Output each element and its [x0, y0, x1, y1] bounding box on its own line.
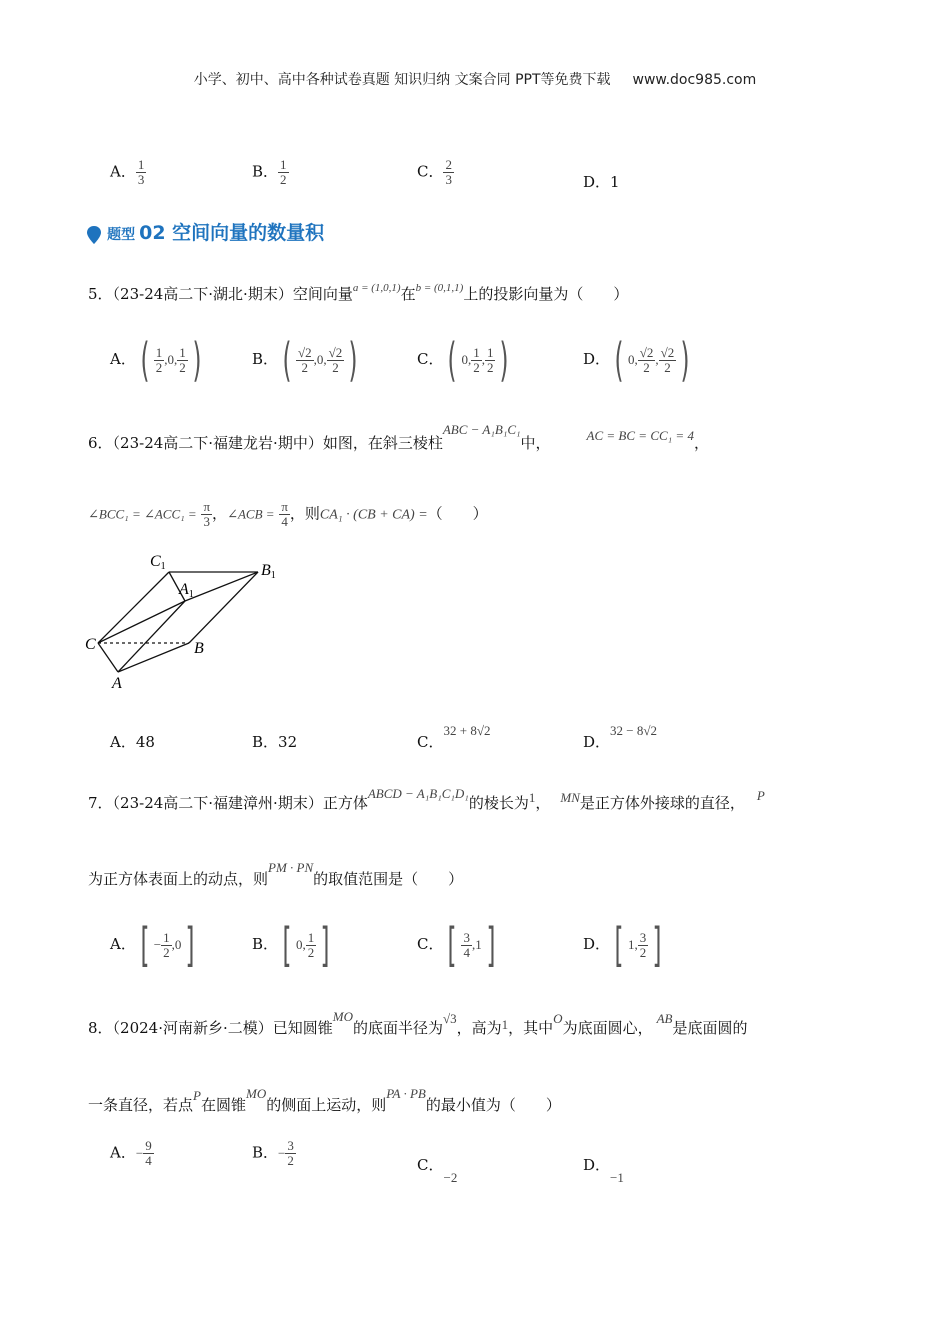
edge-ca: [98, 643, 118, 672]
q5-option-c: C．( 0, $\frac{1}{2}$ , $\frac{1}{2}$ ): [417, 333, 509, 387]
q4-option-b: B． $\frac{1}{2}$: [252, 157, 287, 187]
q7-option-a: A．[ − $\frac{1}{2}$ ,0]: [110, 918, 195, 972]
q5-vector-b: b = (0,1,1): [415, 282, 464, 294]
page-header: [0, 69, 950, 89]
q6-equal-lengths: AC = BC = CC₁ = 4: [586, 428, 694, 443]
q7-option-d: D．[ 1, $\frac{3}{2}$ ]: [583, 918, 662, 972]
q6-stem: 6．（23-24高二下·福建龙岩·期中）如图，在斜三棱柱ABC − A₁B₁C₁中， AC = BC = CC₁ = 4，: [88, 422, 709, 452]
q8-stem-line2: 一条直径，若点P在圆锥MO的侧面上运动，则PA · PB的最小值为（ ）: [88, 1086, 561, 1114]
edge-ab: [118, 643, 189, 672]
q7-cube-expr: ABCD − A₁B₁C₁D₁: [367, 786, 469, 801]
q4-option-a: A． $\frac{1}{3}$: [110, 157, 145, 187]
q8-stem: 8．（2024·河南新乡·二模）已知圆锥MO的底面半径为√3，高为1，其中O为底面圆心，AB是底面圆的: [88, 1009, 748, 1037]
header-site-link[interactable]: www.doc985.com: [632, 72, 757, 88]
location-pin-icon: [86, 225, 102, 245]
q5-vector-a: a = (1,0,1): [352, 282, 401, 294]
section-label-small: 题型: [107, 227, 136, 243]
label-b: B: [194, 640, 204, 657]
q8-option-b: B．− $\frac{3}{2}$: [252, 1138, 294, 1168]
edge-cc1: [98, 572, 169, 643]
q4-option-c: C． $\frac{2}{3}$: [417, 157, 452, 187]
edge-aa1: [118, 601, 185, 672]
section-title: 02 空间向量的数量积: [139, 222, 325, 244]
q4-c-fraction: $\frac{2}{3}$: [445, 157, 452, 187]
q5-option-a: A．( $\frac{1}{2}$ ,0, $\frac{1}{2}$ ): [110, 333, 202, 387]
q5-option-b: B．( $\frac{√2}{2}$ ,0, $\frac{√2}{2}$ ): [252, 333, 358, 387]
edge-a1b1: [185, 572, 258, 601]
q4-b-fraction: $\frac{1}{2}$: [280, 157, 287, 187]
q7-option-b: B．[ 0, $\frac{1}{2}$ ]: [252, 918, 330, 972]
q6-option-c: C．32 + 8√2: [417, 723, 491, 751]
q6-option-d: D．32 − 8√2: [583, 723, 657, 751]
q7-stem-line2: 为正方体表面上的动点，则PM · PN的取值范围是（ ）: [88, 860, 464, 888]
q7-option-c: C．[ $\frac{3}{4}$ ,1]: [417, 918, 496, 972]
q4-option-d: D．1: [583, 173, 620, 191]
label-b1: B1: [261, 562, 276, 581]
q7-stem: 7．（23-24高二下·福建漳州·期末）正方体ABCD − A₁B₁C₁D₁的棱长为1， MN是正方体外接球的直径， P: [88, 786, 765, 812]
q5-stem: 5．（23-24高二下·湖北·期末）空间向量$^{a = (1,0,1)}$在$^{b = (0,1,1)}$上的投影向量为（ ）: [88, 282, 629, 303]
q8-option-a: A．− $\frac{9}{4}$: [110, 1138, 152, 1168]
q4-a-fraction: $\frac{1}{3}$: [137, 157, 145, 187]
q6-option-a: A．48: [110, 733, 155, 751]
q6-option-b: B．32: [252, 733, 298, 751]
header-text: 小学、初中、高中各种试卷真题 知识归纳 文案合同 PPT等免费下载: [193, 72, 611, 88]
q6-prism-figure: [80, 545, 290, 695]
q5-option-d: D．( 0, $\frac{√2}{2}$ , $\frac{√2}{2}$ ): [583, 333, 690, 387]
label-a: A: [112, 675, 122, 692]
q8-option-c: C．−2: [417, 1156, 458, 1185]
edge-ca1: [98, 601, 185, 643]
q6-prism-expr: ABC − A₁B₁C₁: [442, 422, 521, 437]
q6-dot-expr: CA₁ · (CB + CA) =: [319, 507, 428, 523]
edge-bb1: [189, 572, 258, 643]
q8-option-d: D．−1: [583, 1156, 624, 1185]
label-c: C: [85, 636, 96, 653]
label-c1: C1: [150, 553, 166, 572]
label-a1: A1: [179, 581, 194, 600]
q6-condition: ∠BCC₁ = ∠ACC₁ = $\frac{\pi}{3}$ ，∠ACB = $\frac{\pi}{4}$ ，则CA₁ · (CB + CA) =（ ）: [88, 499, 488, 529]
section-heading: [86, 218, 324, 245]
